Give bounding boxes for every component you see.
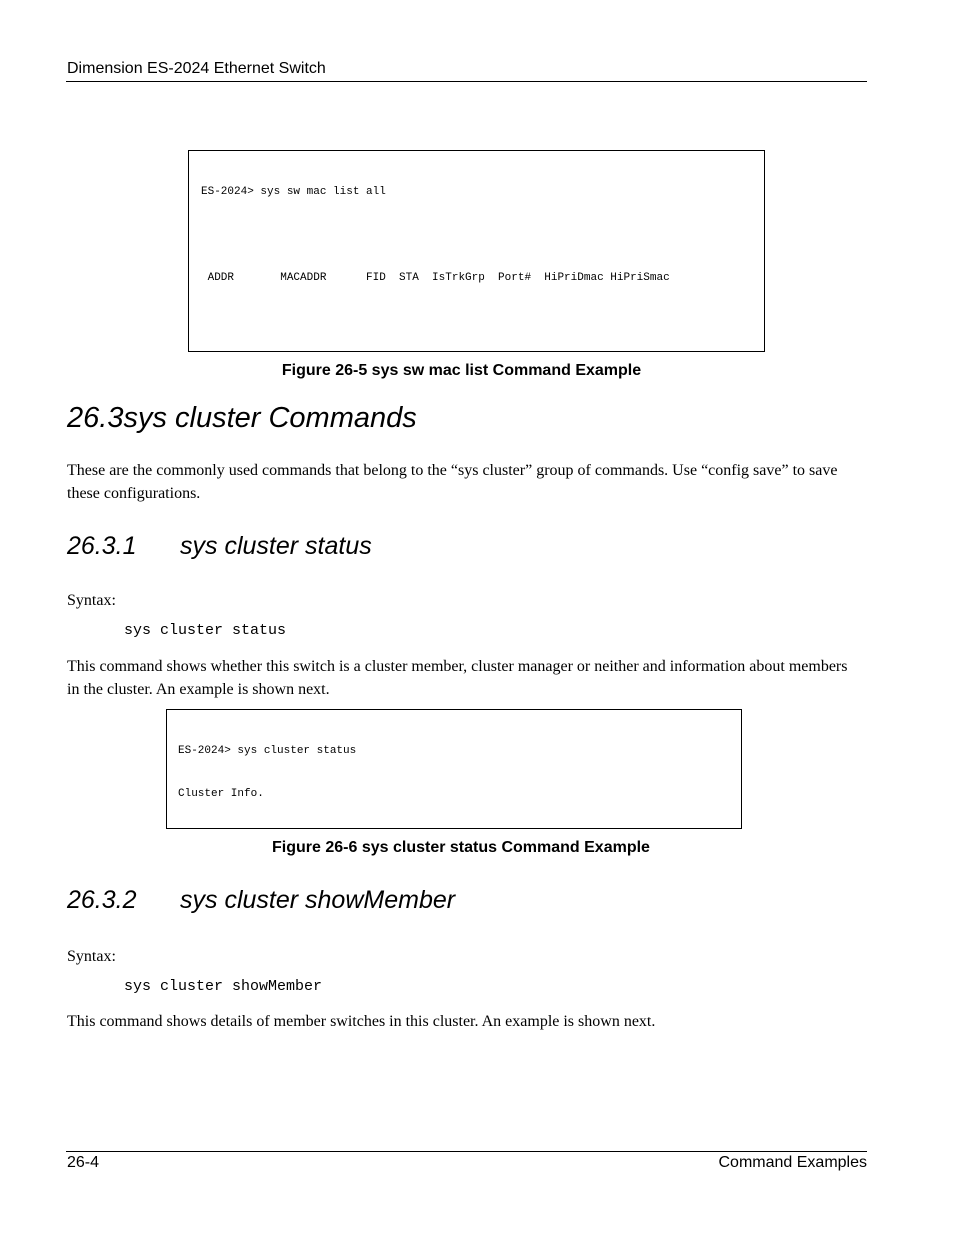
code-line: [201, 313, 764, 327]
subsection-heading: [67, 532, 372, 561]
command-description: This command shows whether this switch is a cluster member, cluster manager or neither and information about members in the cluster. An example is shown next.: [67, 658, 848, 698]
subsection-title: sys cluster status: [180, 532, 372, 560]
code-line: Cluster Info.: [178, 788, 264, 800]
subsection-title: sys cluster showMember: [180, 886, 456, 914]
syntax-command: sys cluster showMember: [124, 978, 323, 995]
syntax-label: Syntax:: [67, 592, 116, 609]
syntax-label: Syntax:: [67, 948, 116, 965]
code-line: ADDR MACADDR FID STA IsTrkGrp Port# HiPriDmac HiPriSmac: [201, 271, 670, 284]
chapter-name: Command Examples: [718, 1154, 867, 1171]
section-intro: These are the commonly used commands that belong to the “sys cluster” group of commands. Use “config save” to save these configurations.: [67, 462, 838, 502]
code-line: [201, 228, 764, 242]
header-rule: [66, 81, 867, 82]
figure-caption: Figure 26-5 sys sw mac list Command Example: [281, 362, 642, 379]
subsection-number: 26.3.1: [67, 532, 137, 560]
command-description: This command shows details of member switches in this cluster. An example is shown next.: [67, 1013, 656, 1030]
mac-list-code-box: [188, 150, 765, 352]
cluster-status-code-box: [166, 709, 742, 829]
figure-caption: Figure 26-6 sys cluster status Command Example: [272, 839, 650, 856]
syntax-command: sys cluster status: [124, 622, 287, 639]
footer-rule: [66, 1151, 867, 1152]
running-header: Dimension ES-2024 Ethernet Switch: [67, 60, 326, 77]
code-line: ES-2024> sys sw mac list all: [201, 186, 386, 199]
code-line: ES-2024> sys cluster status: [178, 745, 357, 758]
subsection-heading: [67, 886, 455, 915]
page-number: 26-4: [67, 1154, 100, 1171]
section-heading: 26.3sys cluster Commands: [67, 402, 417, 434]
subsection-number: 26.3.2: [67, 886, 137, 914]
